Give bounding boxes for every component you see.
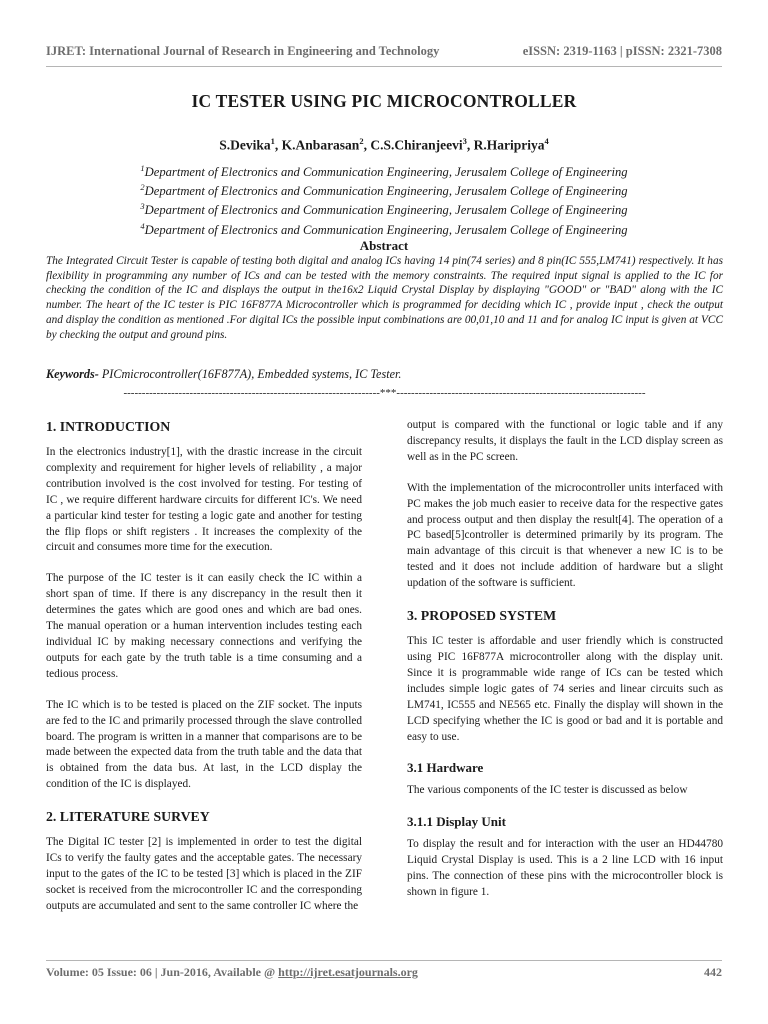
right-column: [407, 418, 723, 916]
author-list: [0, 136, 768, 154]
volume-info: [46, 965, 418, 980]
affiliation-list: [0, 161, 768, 238]
affiliation-text: Department of Electronics and Communication Engineering, Jerusalem College of Engineering: [144, 165, 628, 180]
abstract-body: The Integrated Circuit Tester is capable of testing both digital and analog ICs having 14 pin(74 series) and 8 pin(IC 555,LM741) respectively. It has flexibility in programming any number of ICs and can be tested with the memory constraints. The required input signal is applied to the IC for checking the condition of the IC and displays the output in the16x2 Liquid Crystal Display by displaying "GOOD" or "BAD" along with the IC number. The heart of the IC tester is PIC 16F877A Microcontroller which is programmed for deciding which IC , provide input , check the output and display the condition as mentioned .For digital ICs the possible input combinations are 00,01,10 and 11 and for analog IC input is given at VCC by checking the output and ground pins.: [46, 255, 723, 341]
abstract-heading: Abstract: [359, 238, 409, 253]
affiliation-sup: 4: [140, 220, 145, 231]
paragraph: In the electronics industry[1], with the drastic increase in the circuit complexity and requirement for higher levels of reliability , a major contribution involved is the cost involved for testing. For testing of IC , we require different hardware circuits for different IC's. We need a particular kind tester for testing a logic gate and another for testing the flip flops or shift registers . It increases the complexity of the circuit and consumes more time for the execution.: [46, 446, 362, 554]
paragraph: The purpose of the IC tester is it can easily check the IC within a short span of time. If there is any discrepancy in the result then it determines the gates which are good ones and which are bad ones. The manual operation or a human intervention includes testing each individual IC by making necessary connections and verifying the outputs for each gate by the truth table is a time consuming and a tedious process.: [46, 572, 362, 680]
journal-url-link[interactable]: http://ijret.esatjournals.org: [278, 965, 418, 979]
subsection-heading-hardware: 3.1 Hardware: [407, 760, 484, 776]
keywords: [46, 367, 723, 382]
author-sup: 1: [270, 136, 275, 146]
subsection-heading-display-unit: 3.1.1 Display Unit: [407, 814, 506, 830]
paragraph: The IC which is to be tested is placed on the ZIF socket. The inputs are fed to the IC and primarily processed through the slave controlled board. The program is written in a manner that comparisons are to be made between the expected data from the truth table and the data that is obtained from the data bus. At last, in the LCD display the condition of the IC is displayed.: [46, 698, 362, 791]
running-header: [46, 44, 722, 59]
running-footer: [46, 965, 722, 980]
affiliation-text: Department of Electronics and Communication Engineering, Jerusalem College of Engineering: [144, 222, 628, 237]
section-heading-literature-survey: 2. LITERATURE SURVEY: [46, 809, 210, 825]
keywords-text: PICmicrocontroller(16F877A), Embedded systems, IC Tester.: [98, 367, 402, 381]
paragraph: To display the result and for interaction with the user an HD44780 Liquid Crystal Display is used. This is a 2 line LCD with 16 input pins. The connection of these pins with the microcontroller block is shown in figure 1.: [407, 838, 723, 899]
affiliation-sup: 1: [140, 163, 145, 173]
author-name: R.Haripriya: [473, 137, 545, 153]
paragraph: The various components of the IC tester is discussed as below: [407, 784, 688, 797]
author-name: C.S.Chiranjeevi: [370, 137, 463, 153]
section-heading-introduction: 1. INTRODUCTION: [46, 419, 171, 434]
affiliation-text: Department of Electronics and Communication Engineering, Jerusalem College of Engineering: [144, 203, 628, 218]
footer-rule: [46, 960, 722, 961]
affiliation: [0, 180, 768, 199]
affiliation: [0, 219, 768, 238]
author-name: K.Anbarasan: [281, 137, 360, 153]
author-sep: ,: [363, 137, 371, 153]
affiliation-text: Department of Electronics and Communication Engineering, Jerusalem College of Engineering: [144, 184, 628, 199]
author-sup: 4: [544, 136, 549, 146]
section-separator: ----------------------------------------------------------------------***--------------------------------------------------------------------: [123, 387, 646, 399]
paper-title: IC TESTER USING PIC MICROCONTROLLER: [191, 91, 577, 111]
affiliation: [0, 161, 768, 180]
author-name: S.Devika: [219, 137, 271, 153]
affiliation-sup: 2: [140, 182, 145, 193]
author-sep: ,: [274, 137, 282, 153]
journal-name: IJRET: International Journal of Research in Engineering and Technology: [46, 44, 440, 58]
affiliation: [0, 199, 768, 218]
author-sep: ,: [466, 137, 474, 153]
volume-text: Volume: 05 Issue: 06 | Jun-2016, Available @: [46, 965, 279, 979]
keywords-label: Keywords-: [46, 367, 99, 381]
paragraph: This IC tester is affordable and user friendly which is constructed using PIC 16F877A microcontroller along with the display unit. Since it is programmable wide range of ICs can be tested which includes simple logic gates of 74 series and linear circuits such as LM741, IC555 and NE565 etc. Finally the display will shown in the LCD specifying whether the IC is good or bad and it is portable and easy to use.: [407, 635, 723, 743]
paragraph: The Digital IC tester [2] is implemented in order to test the digital ICs to verify the faulty gates and the acceptable gates. The necessary input to the gates of the IC to be tested [3] which is placed in the ZIF socket is received from the microcontroller IC and the corresponding outputs are accumulated and sent to the same controller IC where the: [46, 836, 362, 912]
issn-info: eISSN: 2319-1163 | pISSN: 2321-7308: [522, 44, 722, 58]
left-column: [46, 418, 362, 930]
affiliation-sup: 3: [140, 201, 145, 212]
section-heading-proposed-system: 3. PROPOSED SYSTEM: [407, 608, 557, 624]
author-sup: 3: [462, 136, 467, 146]
paragraph: With the implementation of the microcontroller units interfaced with PC makes the job much easier to receive data for the respective gates and process output and then display the result[4]. The operation of a PC based[5]controller is determined primarily by its program. The main advantage of this circuit is that whenever a new IC is to be tested and it does not include addition of hardware but a slight updation of the software is sufficient.: [407, 481, 723, 590]
header-rule: [46, 66, 722, 67]
author-sup: 2: [359, 136, 364, 146]
page-number: 442: [704, 965, 722, 979]
paragraph: output is compared with the functional or logic table and if any discrepancy results, it displays the fault in the LCD display screen as well as in the PC screen.: [407, 419, 723, 463]
